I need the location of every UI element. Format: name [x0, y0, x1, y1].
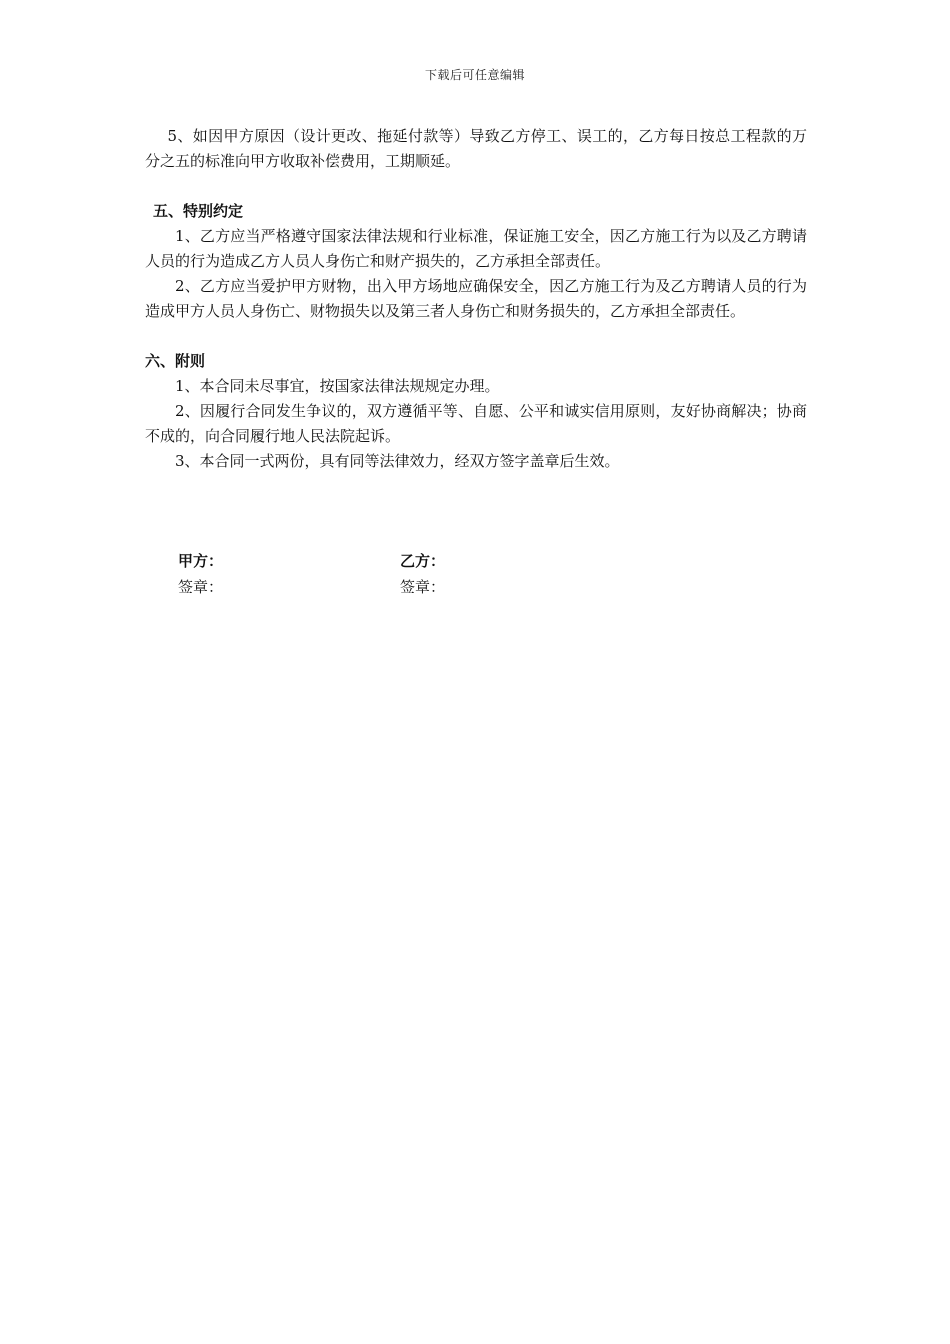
- signature-seal-row: [178, 574, 678, 600]
- section-5-item-1: 1、乙方应当严格遵守国家法律法规和行业标准，保证施工安全，因乙方施工行为以及乙方聘请人员的行为造成乙方人员人身伤亡和财产损失的，乙方承担全部责任。: [145, 227, 807, 270]
- page-header: 下载后可任意编辑: [424, 68, 525, 82]
- contract-body: [145, 124, 807, 474]
- party-b-seal: 签章：: [400, 578, 446, 596]
- signature-block: [178, 548, 678, 600]
- signature-party-row: [178, 548, 678, 574]
- section-6-title: 六、附则: [145, 352, 206, 370]
- clause-4-5: 5、如因甲方原因（设计更改、拖延付款等）导致乙方停工、误工的，乙方每日按总工程款的万分之五的标准向甲方收取补偿费用，工期顺延。: [145, 127, 807, 170]
- section-5-title: 五、特别约定: [153, 202, 244, 220]
- party-a-label: 甲方：: [178, 552, 224, 570]
- party-b-label: 乙方：: [400, 552, 446, 570]
- section-6-item-1: 1、本合同未尽事宜，按国家法律法规规定办理。: [175, 377, 500, 395]
- section-6-item-2: 2、因履行合同发生争议的，双方遵循平等、自愿、公平和诚实信用原则，友好协商解决；协商不成的，向合同履行地人民法院起诉。: [145, 402, 807, 445]
- party-a-seal: 签章：: [178, 578, 224, 596]
- section-6-item-3: 3、本合同一式两份，具有同等法律效力，经双方签字盖章后生效。: [175, 452, 620, 470]
- section-5-item-2: 2、乙方应当爱护甲方财物，出入甲方场地应确保安全，因乙方施工行为及乙方聘请人员的行为造成甲方人员人身伤亡、财物损失以及第三者人身伤亡和财务损失的，乙方承担全部责任。: [145, 277, 807, 320]
